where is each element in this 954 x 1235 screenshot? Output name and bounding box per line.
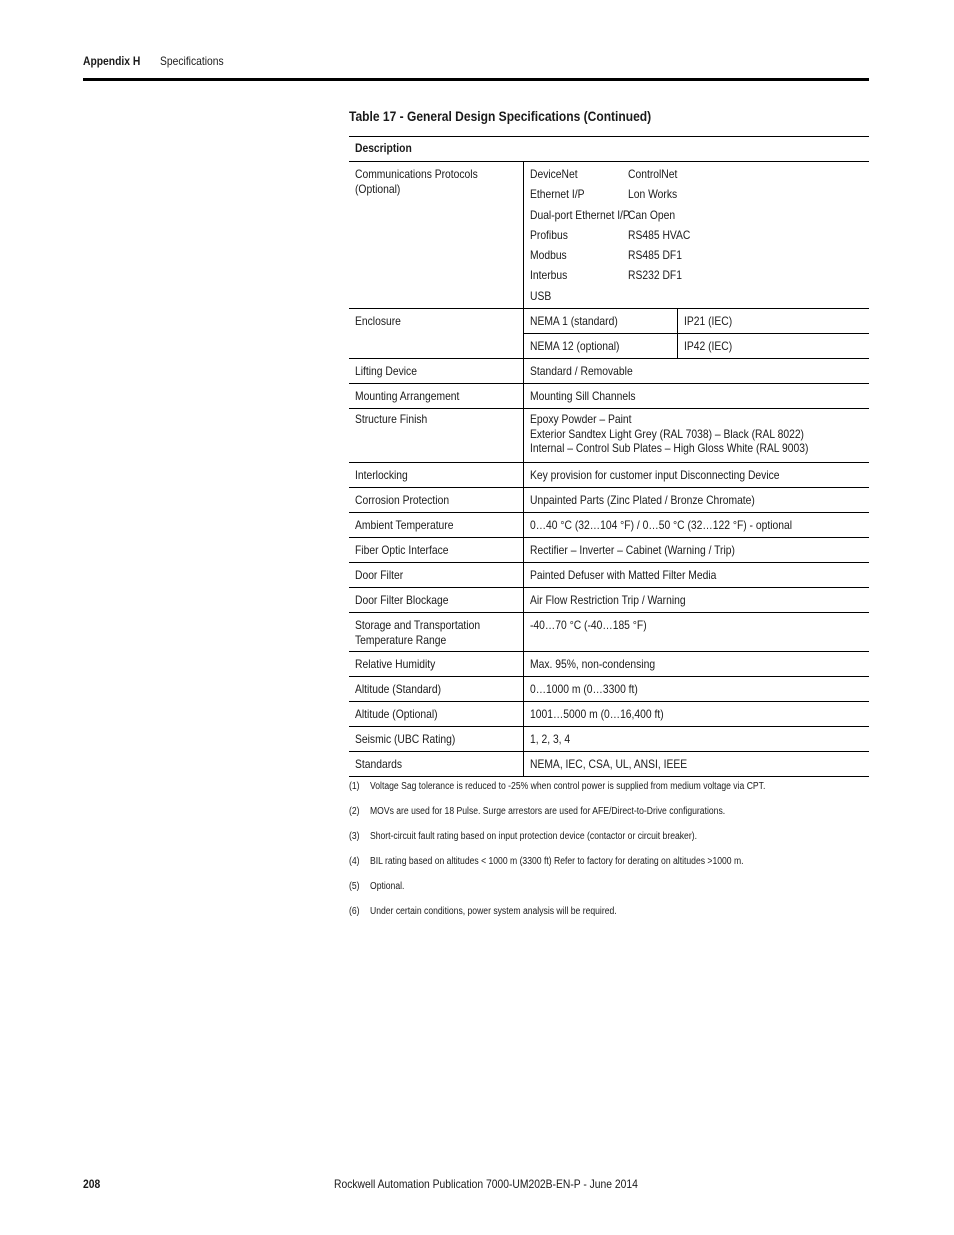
table-title: Table 17 - General Design Specifications (Continued) <box>349 108 652 124</box>
row-label: Door Filter <box>349 563 523 588</box>
row-label: Altitude (Standard) <box>349 677 523 702</box>
table-row <box>349 384 869 409</box>
row-label: Door Filter Blockage <box>349 588 523 613</box>
footnote: (2) MOVs are used for 18 Pulse. Surge arrestors are used for AFE/Direct-to-Drive configurations. <box>349 806 726 817</box>
row-label: Altitude (Optional) <box>349 702 523 727</box>
footnote: (5) Optional. <box>349 881 405 892</box>
table-row <box>349 359 869 384</box>
protocol-item: ControlNet <box>627 167 677 181</box>
protocol-item: Can Open <box>627 207 675 222</box>
row-value: 0…40 °C (32…104 °F) / 0…50 °C (32…122 °F) - optional <box>523 513 869 538</box>
spec-table <box>349 136 869 777</box>
row-label: Corrosion Protection <box>349 488 523 513</box>
row-value: Key provision for customer input Disconnecting Device <box>523 463 869 488</box>
table-row <box>349 752 869 777</box>
row-value: Max. 95%, non-condensing <box>523 652 869 677</box>
row-label: Fiber Optic Interface <box>349 538 523 563</box>
enclosure-ip: IP21 (IEC) <box>677 309 869 334</box>
enclosure-nema: NEMA 12 (optional) <box>523 334 677 359</box>
section-label: Appendix H <box>83 54 141 68</box>
row-value: 0…1000 m (0…3300 ft) <box>523 677 869 702</box>
protocols-cell <box>523 162 869 309</box>
footnote: (3) Short-circuit fault rating based on input protection device (contactor or circuit breaker). <box>349 831 697 842</box>
row-value: 1, 2, 3, 4 <box>523 727 869 752</box>
page-header <box>83 52 869 81</box>
protocol-item: Dual-port Ethernet I/P <box>529 207 630 222</box>
enclosure-ip: IP42 (IEC) <box>677 334 869 359</box>
row-value: NEMA, IEC, CSA, UL, ANSI, IEEE <box>523 752 869 777</box>
table-row <box>349 677 869 702</box>
table-row <box>349 488 869 513</box>
row-label: Communications Protocols (Optional) <box>349 162 523 309</box>
publication-info: Rockwell Automation Publication 7000-UM202B-EN-P - June 2014 <box>334 1177 638 1191</box>
section-title: Specifications <box>160 54 224 68</box>
protocol-item: Ethernet I/P <box>529 187 585 202</box>
enclosure-nema: NEMA 1 (standard) <box>523 309 677 334</box>
protocol-item: Modbus <box>529 248 567 263</box>
protocol-item: RS485 DF1 <box>627 248 682 263</box>
protocol-item: Lon Works <box>627 187 677 202</box>
table-row <box>349 309 869 334</box>
protocol-item: Interbus <box>529 268 567 283</box>
row-value: Rectifier – Inverter – Cabinet (Warning / Trip) <box>523 538 869 563</box>
row-value: Air Flow Restriction Trip / Warning <box>523 588 869 613</box>
row-value: 1001…5000 m (0…16,400 ft) <box>523 702 869 727</box>
page-number: 208 <box>83 1177 101 1191</box>
row-value: Mounting Sill Channels <box>523 384 869 409</box>
row-label: Relative Humidity <box>349 652 523 677</box>
row-label: Standards <box>349 752 523 777</box>
table-header-row <box>349 137 869 162</box>
row-label: Enclosure <box>349 309 523 359</box>
footnote: (1) Voltage Sag tolerance is reduced to -25% when control power is supplied from medium voltage via CPT. <box>349 781 766 792</box>
footnote: (4) BIL rating based on altitudes < 1000 m (3300 ft) Refer to factory for derating on altitudes >1000 m. <box>349 856 744 867</box>
protocol-item: DeviceNet <box>529 167 578 181</box>
row-label: Storage and Transportation Temperature Range <box>349 613 523 652</box>
table-row <box>349 563 869 588</box>
protocol-item: RS485 HVAC <box>627 227 690 242</box>
row-label: Interlocking <box>349 463 523 488</box>
table-row <box>349 727 869 752</box>
protocol-item: RS232 DF1 <box>627 268 682 283</box>
footnote: (6) Under certain conditions, power system analysis will be required. <box>349 906 617 917</box>
table-row <box>349 162 869 309</box>
row-label: Lifting Device <box>349 359 523 384</box>
table-row <box>349 409 869 463</box>
table-row <box>349 613 869 652</box>
column-header: Description <box>349 137 869 162</box>
protocol-item: USB <box>529 288 551 303</box>
row-label: Seismic (UBC Rating) <box>349 727 523 752</box>
table-row <box>349 588 869 613</box>
row-value: Epoxy Powder – Paint Exterior Sandtex Light Grey (RAL 7038) – Black (RAL 8022) Internal – Control Sub Plates – High Gloss White (RAL 9003) <box>523 409 869 463</box>
table-row <box>349 702 869 727</box>
row-label: Mounting Arrangement <box>349 384 523 409</box>
row-value: -40…70 °C (-40…185 °F) <box>523 613 869 652</box>
table-row <box>349 463 869 488</box>
table-row <box>349 538 869 563</box>
row-label: Ambient Temperature <box>349 513 523 538</box>
row-value: Unpainted Parts (Zinc Plated / Bronze Chromate) <box>523 488 869 513</box>
table-row <box>349 652 869 677</box>
protocol-item: Profibus <box>529 227 568 242</box>
row-label: Structure Finish <box>349 409 523 463</box>
row-value: Painted Defuser with Matted Filter Media <box>523 563 869 588</box>
table-row <box>349 513 869 538</box>
row-value: Standard / Removable <box>523 359 869 384</box>
footnotes <box>349 781 869 931</box>
